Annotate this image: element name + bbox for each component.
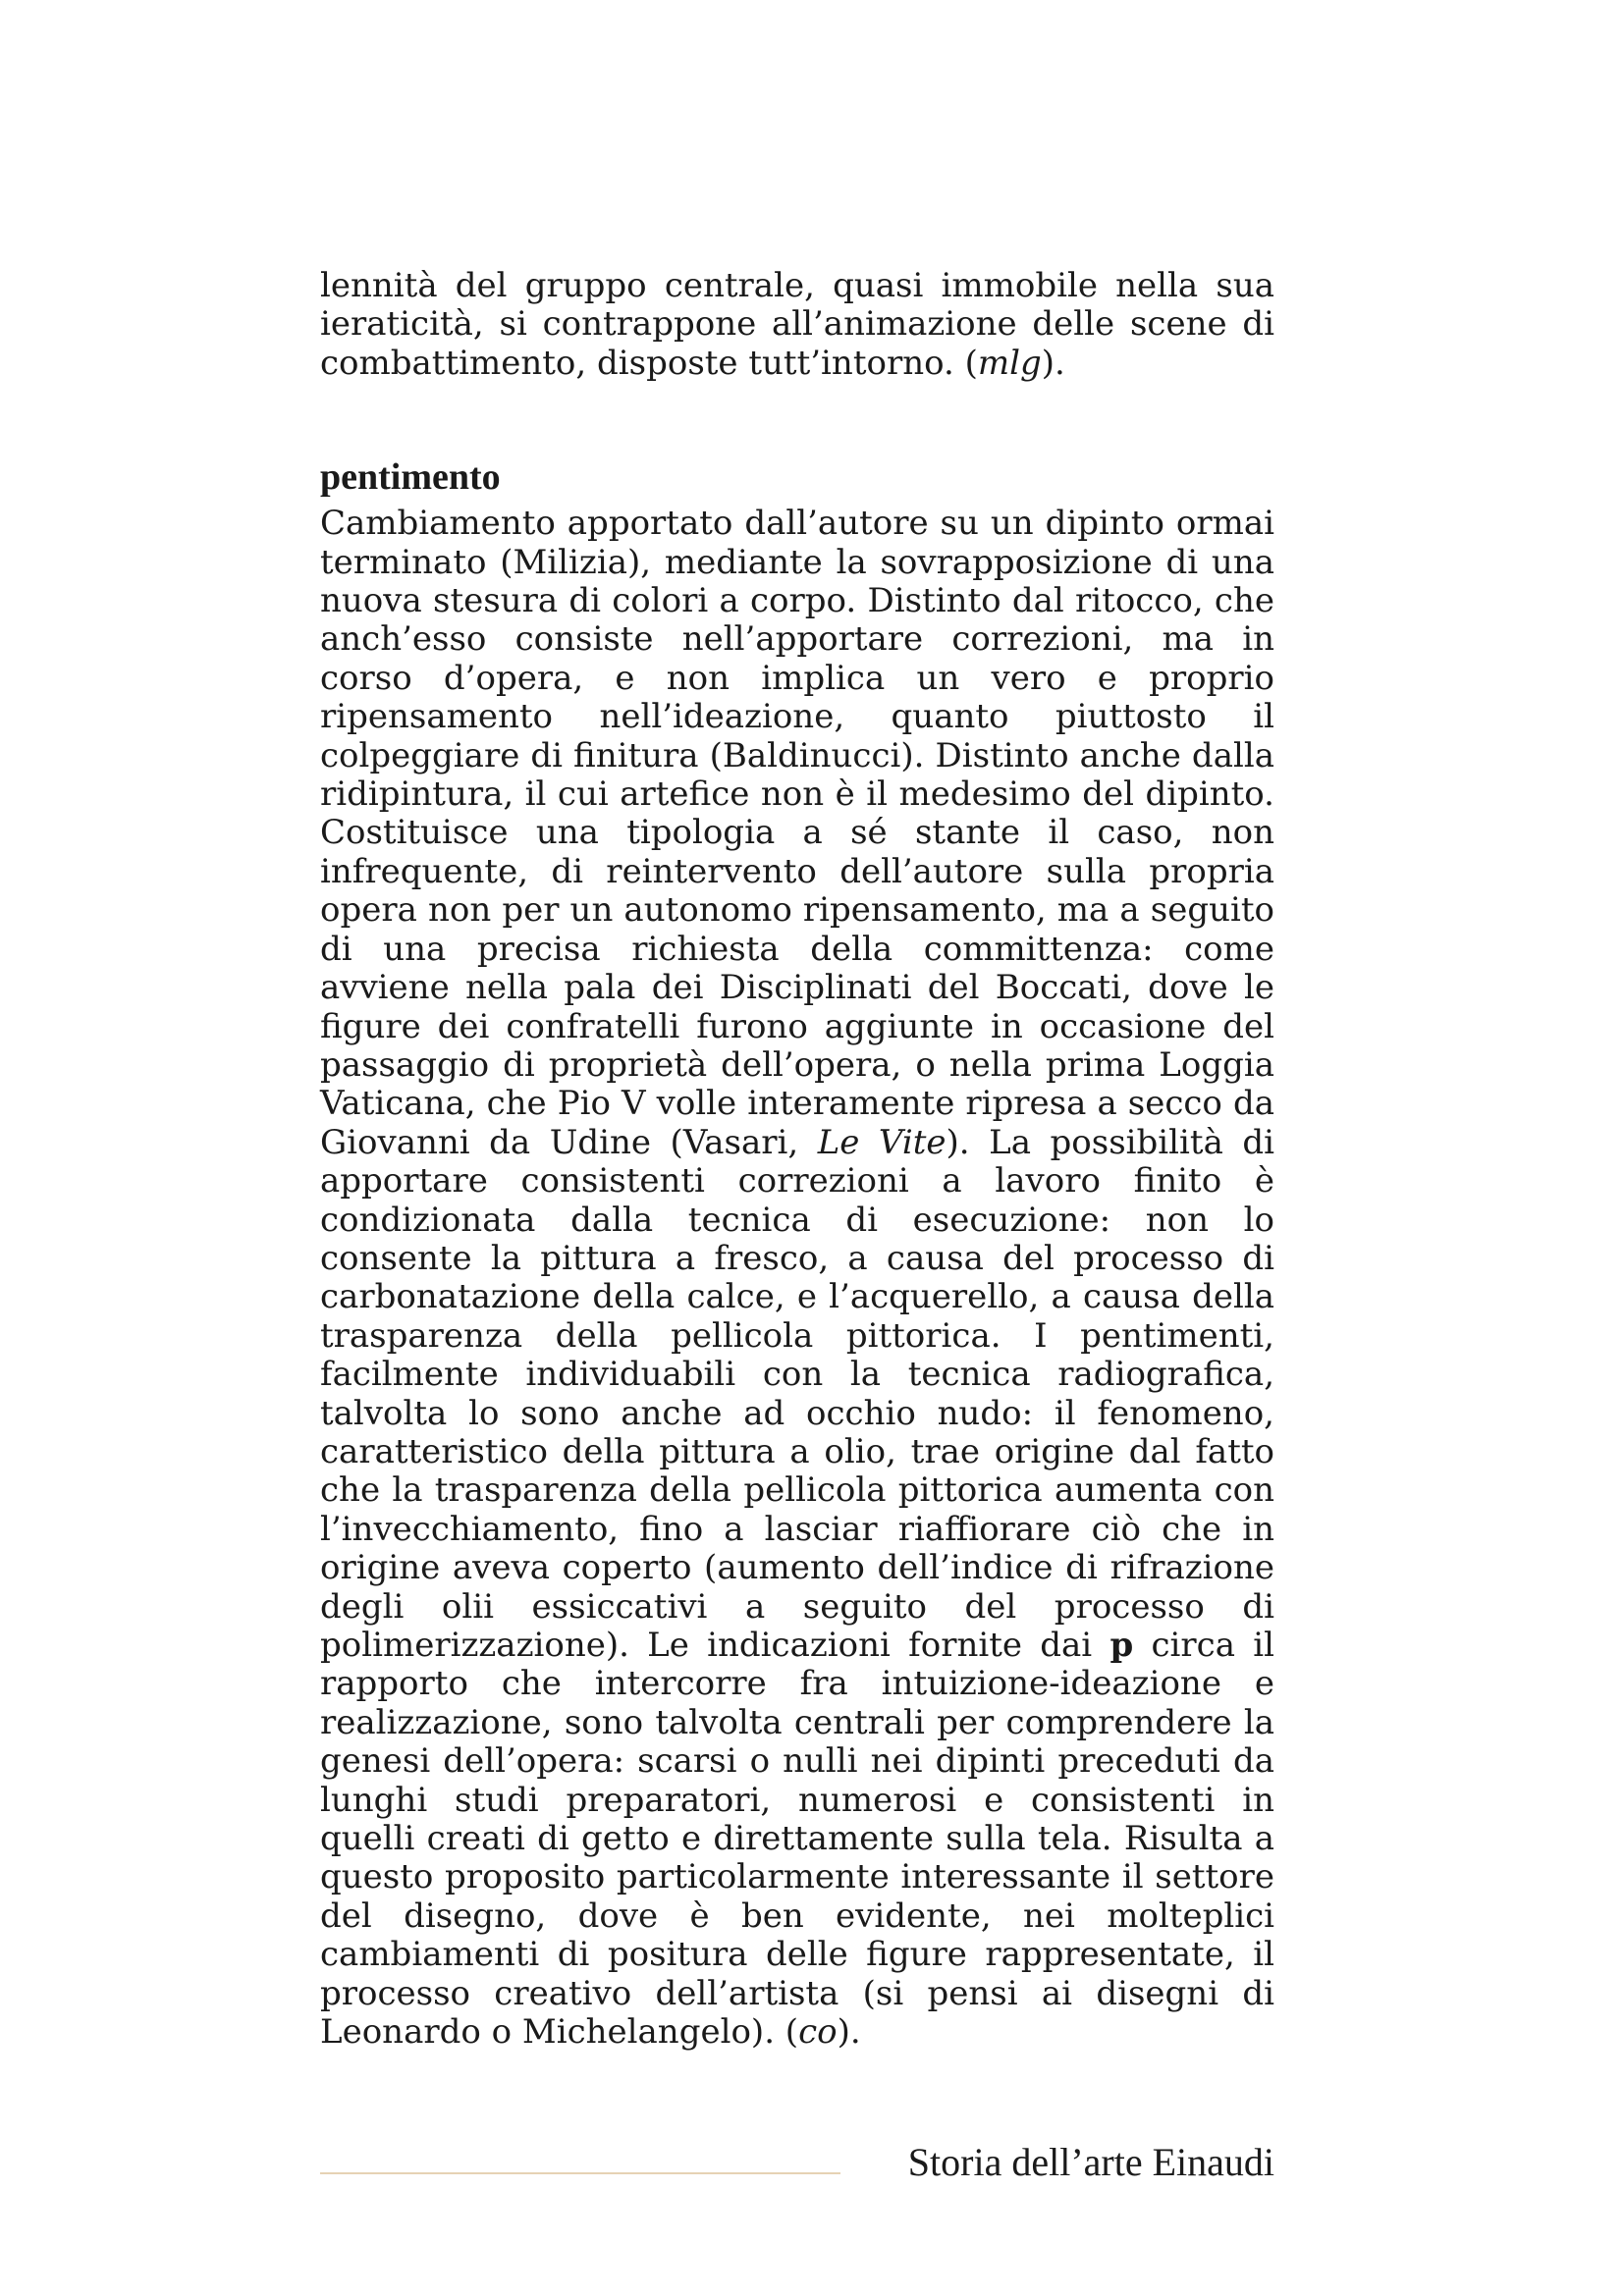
entry-body — [320, 505, 1274, 2052]
continuation-text: lennità del gruppo centrale, quasi immobile nella sua ieraticità, si contrappone all’animazione delle scene di combattimento, disposte tutt’intorno. ( — [320, 266, 1274, 383]
continuation-paragraph — [320, 267, 1274, 383]
footer-brand: Storia dell’arte Einaudi — [907, 2140, 1274, 2184]
entry-body-part-3: circa il rapporto che intercorre fra intuizione-ideazione e realizzazione, sono talvolta centrali per comprendere la genesi dell’opera: scarsi o nulli nei dipinti preceduti da lunghi studi preparatori, numerosi e consistenti in quelli creati di getto e direttamente sulla tela. Risulta a questo proposito particolarmente interessante il settore del disegno, dove è ben evidente, nei molteplici cambiamenti di positura delle figure rappresentate, il processo creativo dell’artista (si pensi ai disegni di Leonardo o Michelangelo). ( — [320, 1626, 1274, 2053]
continuation-end: ). — [1041, 343, 1065, 383]
entry-work-title: Le Vite — [817, 1122, 947, 1162]
entry-title: pentimento — [320, 456, 501, 499]
entry-body-part-2: ). La possibilità di apportare consistenti correzioni a lavoro finito è condizionata dalla tecnica di esecuzione: non lo consente la pittura a fresco, a causa del processo di carbonatazione della calce, e l’acquerello, a causa della trasparenza della pellicola pittorica. I pentimenti, facilmente individuabili con la tecnica radiografica, talvolta lo sono anche ad occhio nudo: il fenomeno, caratteristico della pittura a olio, trae origine dal fatto che la trasparenza della pellicola pittorica aumenta con l’invecchiamento, fino a lasciar riaffiorare ciò che in origine aveva coperto (aumento dell’indice di rifrazione degli olii essiccativi a seguito del processo di polimerizzazione). Le indicazioni fornite dai — [320, 1122, 1274, 1665]
entry-author: co — [798, 2012, 838, 2053]
footer-rule — [320, 2172, 840, 2174]
continuation-author: mlg — [977, 343, 1042, 383]
entry-body-part-1: Cambiamento apportato dall’autore su un dipinto ormai terminato (Milizia), mediante la sovrapposizione di una nuova stesura di colori a corpo. Distinto dal ritocco, che anch’esso consiste nell’apportare correzioni, ma in corso d’opera, e non implica un vero e proprio ripensamento nell’ideazione, quanto piuttosto il colpeggiare di finitura (Baldinucci). Distinto anche dalla ridipintura, il cui artefice non è il medesimo del dipinto. Costituisce una tipologia a sé stante il caso, non infrequente, di reintervento dell’autore sulla propria opera non per un autonomo ripensamento, ma a seguito di una precisa richiesta della committenza: come avviene nella pala dei Disciplinati del Boccati, dove le figure dei confratelli furono aggiunte in occasione del passaggio di proprietà dell’opera, o nella prima Loggia Vaticana, che Pio V volle interamente ripresa a secco da Giovanni da Udine (Vasari, — [320, 504, 1274, 1162]
page-footer — [320, 2135, 1274, 2194]
entry-abbrev: p — [1109, 1626, 1134, 1665]
entry-end: ). — [837, 2012, 861, 2053]
page-content — [320, 267, 1274, 2052]
